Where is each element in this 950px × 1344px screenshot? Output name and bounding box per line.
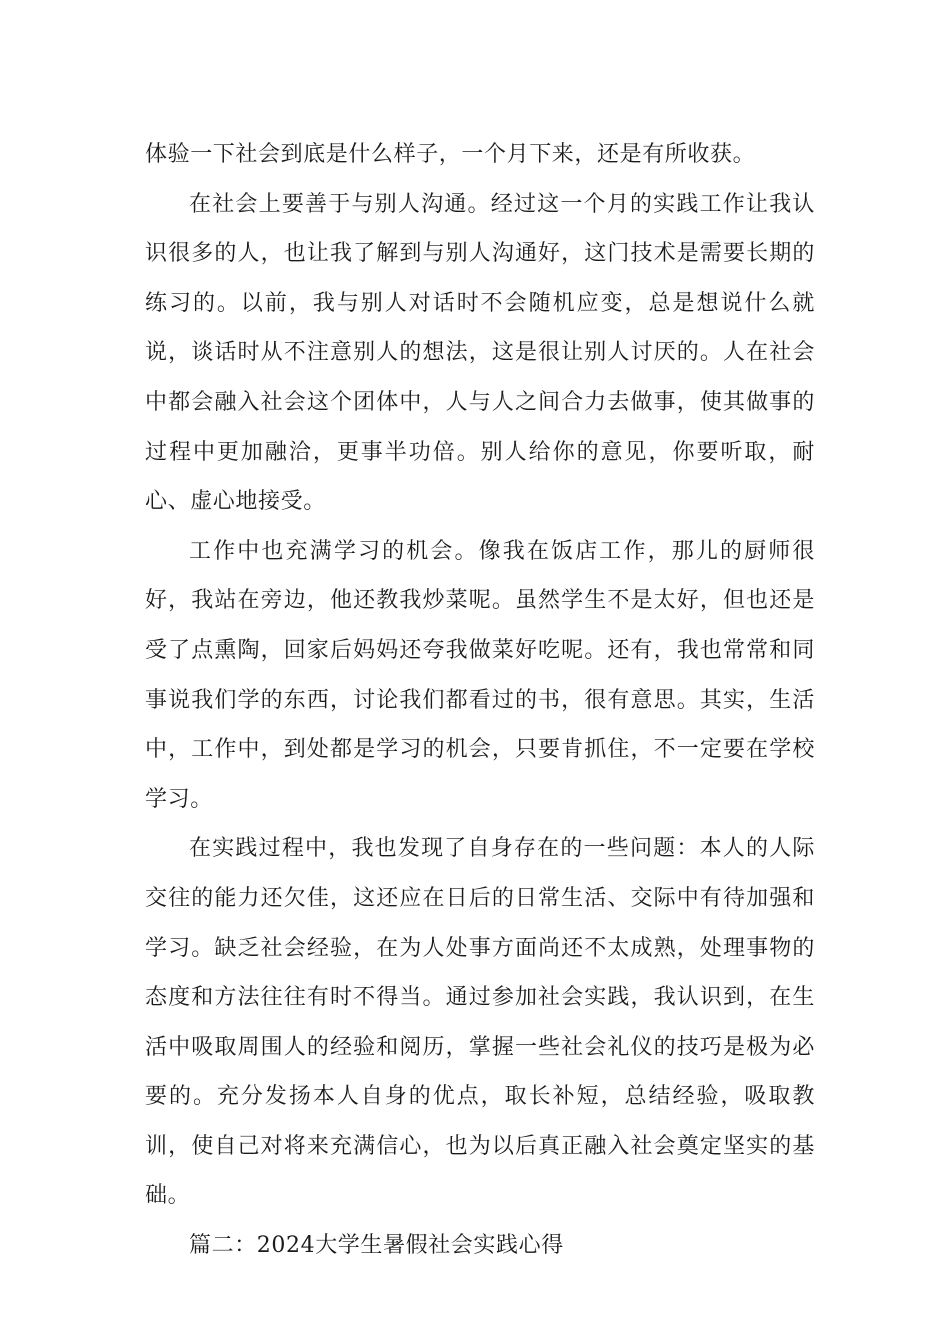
paragraph-continuation: 体验一下社会到底是什么样子，一个月下来，还是有所收获。 xyxy=(145,142,756,167)
section-heading: 篇二：2024大学生暑假社会实践心得 xyxy=(189,1233,564,1259)
paragraph-learning: 工作中也充满学习的机会。像我在饭店工作，那儿的厨师很好，我站在旁边，他还教我炒菜呢。虽然学生不是太好，但也还是受了点熏陶，回家后妈妈还夸我做菜好吃呢。还有，我也常常和同事说我们学的东西，讨论我们都看过的书，很有意思。其实，生活中，工作中，到处都是学习的机会，只要肯抓住，不一定要在学校学习。 xyxy=(145,538,815,812)
document-body xyxy=(145,130,815,1271)
paragraph-communication: 在社会上要善于与别人沟通。经过这一个月的实践工作让我认识很多的人，也让我了解到与别人沟通好，这门技术是需要长期的练习的。以前，我与别人对话时不会随机应变，总是想说什么就说，谈话时从不注意别人的想法，这是很让别人讨厌的。人在社会中都会融入社会这个团体中，人与人之间合力去做事，使其做事的过程中更加融洽，更事半功倍。别人给你的意见，你要听取，耐心、虚心地接受。 xyxy=(145,191,815,515)
paragraph-problems: 在实践过程中，我也发现了自身存在的一些问题：本人的人际交往的能力还欠佳，这还应在日后的日常生活、交际中有待加强和学习。缺乏社会经验，在为人处事方面尚还不太成熟，处理事物的态度和方法往往有时不得当。通过参加社会实践，我认识到，在生活中吸取周围人的经验和阅历，掌握一些社会礼仪的技巧是极为必要的。充分发扬本人自身的优点，取长补短，总结经验，吸取教训，使自己对将来充满信心，也为以后真正融入社会奠定坚实的基础。 xyxy=(145,836,815,1209)
